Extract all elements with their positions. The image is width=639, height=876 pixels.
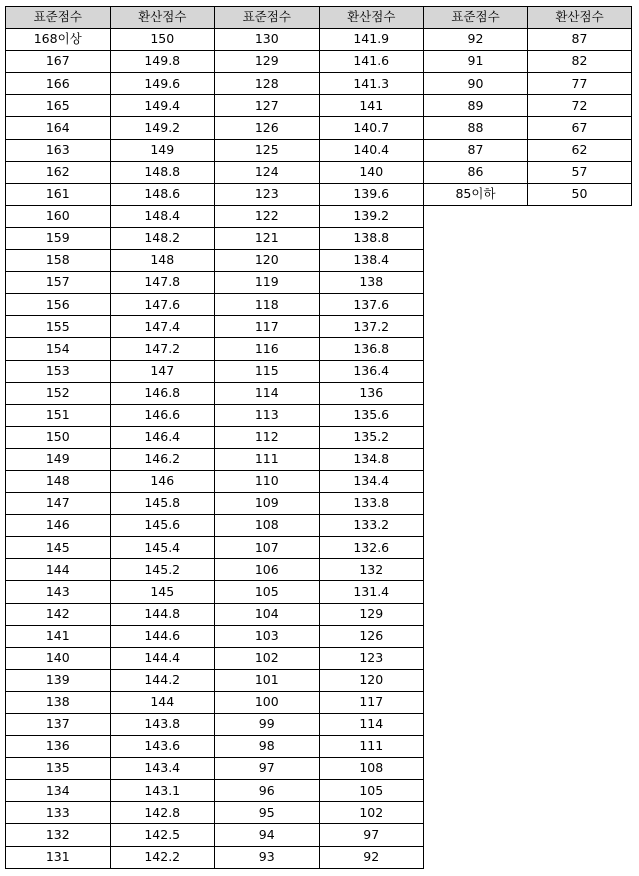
- standard-score-cell: 153: [6, 360, 111, 382]
- converted-score-cell: 136.8: [319, 338, 424, 360]
- standard-score-cell: 151: [6, 404, 111, 426]
- header-converted-score: 환산점수: [110, 7, 215, 29]
- standard-score-cell: 147: [6, 493, 111, 515]
- standard-score-cell: 160: [6, 205, 111, 227]
- standard-score-cell: 150: [6, 426, 111, 448]
- standard-score-cell: 138: [6, 691, 111, 713]
- standard-score-cell: 88: [424, 117, 528, 139]
- converted-score-cell: 148.6: [110, 183, 215, 205]
- table-body: [424, 29, 632, 206]
- standard-score-cell: 87: [424, 139, 528, 161]
- table-row: [6, 117, 424, 139]
- table-row: [6, 316, 424, 338]
- standard-score-cell: 118: [215, 294, 320, 316]
- table-row: [6, 139, 424, 161]
- table-row: [424, 95, 632, 117]
- standard-score-cell: 145: [6, 537, 111, 559]
- standard-score-cell: 93: [215, 846, 320, 868]
- standard-score-cell: 109: [215, 493, 320, 515]
- standard-score-cell: 97: [215, 758, 320, 780]
- converted-score-cell: 126: [319, 625, 424, 647]
- converted-score-cell: 147: [110, 360, 215, 382]
- standard-score-cell: 124: [215, 161, 320, 183]
- standard-score-cell: 91: [424, 51, 528, 73]
- standard-score-cell: 96: [215, 780, 320, 802]
- converted-score-cell: 149.2: [110, 117, 215, 139]
- converted-score-cell: 146.4: [110, 426, 215, 448]
- standard-score-cell: 140: [6, 647, 111, 669]
- standard-score-cell: 155: [6, 316, 111, 338]
- converted-score-cell: 144.4: [110, 647, 215, 669]
- standard-score-cell: 102: [215, 647, 320, 669]
- standard-score-cell: 161: [6, 183, 111, 205]
- converted-score-cell: 135.2: [319, 426, 424, 448]
- standard-score-cell: 112: [215, 426, 320, 448]
- standard-score-cell: 156: [6, 294, 111, 316]
- standard-score-cell: 103: [215, 625, 320, 647]
- converted-score-cell: 140.4: [319, 139, 424, 161]
- standard-score-cell: 135: [6, 758, 111, 780]
- converted-score-cell: 144.6: [110, 625, 215, 647]
- converted-score-cell: 150: [110, 29, 215, 51]
- converted-score-cell: 120: [319, 669, 424, 691]
- converted-score-cell: 135.6: [319, 404, 424, 426]
- standard-score-cell: 106: [215, 559, 320, 581]
- header-standard-score: 표준점수: [424, 7, 528, 29]
- converted-score-cell: 143.6: [110, 736, 215, 758]
- converted-score-cell: 141.3: [319, 73, 424, 95]
- converted-score-cell: 87: [528, 29, 632, 51]
- converted-score-cell: 139.2: [319, 205, 424, 227]
- table-body: [6, 29, 424, 869]
- standard-score-cell: 98: [215, 736, 320, 758]
- header-standard-score: 표준점수: [215, 7, 320, 29]
- standard-score-cell: 166: [6, 73, 111, 95]
- standard-score-cell: 101: [215, 669, 320, 691]
- converted-score-cell: 145.4: [110, 537, 215, 559]
- standard-score-cell: 107: [215, 537, 320, 559]
- header-row: [6, 7, 424, 29]
- standard-score-cell: 154: [6, 338, 111, 360]
- score-conversion-table-main: [5, 6, 424, 869]
- standard-score-cell: 142: [6, 603, 111, 625]
- standard-score-cell: 148: [6, 470, 111, 492]
- table-row: [6, 824, 424, 846]
- standard-score-cell: 137: [6, 714, 111, 736]
- standard-score-cell: 125: [215, 139, 320, 161]
- standard-score-cell: 113: [215, 404, 320, 426]
- standard-score-cell: 126: [215, 117, 320, 139]
- standard-score-cell: 164: [6, 117, 111, 139]
- score-conversion-table-side: [423, 6, 632, 206]
- standard-score-cell: 92: [424, 29, 528, 51]
- table-row: [6, 338, 424, 360]
- converted-score-cell: 147.8: [110, 272, 215, 294]
- table-row: [6, 205, 424, 227]
- standard-score-cell: 116: [215, 338, 320, 360]
- converted-score-cell: 134.4: [319, 470, 424, 492]
- standard-score-cell: 134: [6, 780, 111, 802]
- table-row: [6, 625, 424, 647]
- standard-score-cell: 86: [424, 161, 528, 183]
- standard-score-cell: 143: [6, 581, 111, 603]
- standard-score-cell: 136: [6, 736, 111, 758]
- converted-score-cell: 50: [528, 183, 632, 205]
- table-row: [6, 29, 424, 51]
- table-row: [6, 603, 424, 625]
- converted-score-cell: 140: [319, 161, 424, 183]
- converted-score-cell: 147.4: [110, 316, 215, 338]
- standard-score-cell: 133: [6, 802, 111, 824]
- table-row: [6, 714, 424, 736]
- table-row: [6, 250, 424, 272]
- converted-score-cell: 57: [528, 161, 632, 183]
- table-row: [6, 448, 424, 470]
- converted-score-cell: 148.2: [110, 227, 215, 249]
- standard-score-cell: 105: [215, 581, 320, 603]
- table-row: [6, 470, 424, 492]
- converted-score-cell: 145.8: [110, 493, 215, 515]
- standard-score-cell: 121: [215, 227, 320, 249]
- table-row: [6, 846, 424, 868]
- table-row: [6, 426, 424, 448]
- standard-score-cell: 165: [6, 95, 111, 117]
- standard-score-cell: 146: [6, 515, 111, 537]
- standard-score-cell: 90: [424, 73, 528, 95]
- standard-score-cell: 158: [6, 250, 111, 272]
- standard-score-cell: 119: [215, 272, 320, 294]
- converted-score-cell: 149: [110, 139, 215, 161]
- standard-score-cell: 95: [215, 802, 320, 824]
- standard-score-cell: 108: [215, 515, 320, 537]
- standard-score-cell: 94: [215, 824, 320, 846]
- table-row: [424, 29, 632, 51]
- converted-score-cell: 92: [319, 846, 424, 868]
- table-row: [6, 493, 424, 515]
- table-row: [6, 802, 424, 824]
- converted-score-cell: 114: [319, 714, 424, 736]
- converted-score-cell: 143.1: [110, 780, 215, 802]
- converted-score-cell: 146.8: [110, 382, 215, 404]
- table-row: [6, 559, 424, 581]
- converted-score-cell: 146.6: [110, 404, 215, 426]
- table-row: [6, 581, 424, 603]
- converted-score-cell: 143.8: [110, 714, 215, 736]
- standard-score-cell: 115: [215, 360, 320, 382]
- table-row: [6, 227, 424, 249]
- converted-score-cell: 147.6: [110, 294, 215, 316]
- header-row: [424, 7, 632, 29]
- standard-score-cell: 168이상: [6, 29, 111, 51]
- standard-score-cell: 122: [215, 205, 320, 227]
- converted-score-cell: 145: [110, 581, 215, 603]
- converted-score-cell: 149.4: [110, 95, 215, 117]
- standard-score-cell: 99: [215, 714, 320, 736]
- converted-score-cell: 136.4: [319, 360, 424, 382]
- table-row: [6, 183, 424, 205]
- converted-score-cell: 143.4: [110, 758, 215, 780]
- converted-score-cell: 149.6: [110, 73, 215, 95]
- table-row: [6, 360, 424, 382]
- converted-score-cell: 105: [319, 780, 424, 802]
- converted-score-cell: 142.5: [110, 824, 215, 846]
- converted-score-cell: 72: [528, 95, 632, 117]
- converted-score-cell: 148.4: [110, 205, 215, 227]
- table-row: [6, 515, 424, 537]
- table-row: [6, 537, 424, 559]
- table-row: [424, 73, 632, 95]
- table-row: [6, 294, 424, 316]
- standard-score-cell: 167: [6, 51, 111, 73]
- table-row: [424, 51, 632, 73]
- table-row: [424, 139, 632, 161]
- converted-score-cell: 134.8: [319, 448, 424, 470]
- standard-score-cell: 128: [215, 73, 320, 95]
- header-standard-score: 표준점수: [6, 7, 111, 29]
- standard-score-cell: 85이하: [424, 183, 528, 205]
- standard-score-cell: 149: [6, 448, 111, 470]
- converted-score-cell: 123: [319, 647, 424, 669]
- converted-score-cell: 111: [319, 736, 424, 758]
- table-row: [6, 404, 424, 426]
- converted-score-cell: 77: [528, 73, 632, 95]
- converted-score-cell: 108: [319, 758, 424, 780]
- standard-score-cell: 130: [215, 29, 320, 51]
- table-row: [424, 161, 632, 183]
- converted-score-cell: 149.8: [110, 51, 215, 73]
- converted-score-cell: 129: [319, 603, 424, 625]
- converted-score-cell: 82: [528, 51, 632, 73]
- converted-score-cell: 146: [110, 470, 215, 492]
- table-row: [6, 647, 424, 669]
- standard-score-cell: 123: [215, 183, 320, 205]
- standard-score-cell: 117: [215, 316, 320, 338]
- standard-score-cell: 139: [6, 669, 111, 691]
- converted-score-cell: 133.8: [319, 493, 424, 515]
- converted-score-cell: 138: [319, 272, 424, 294]
- header-converted-score: 환산점수: [319, 7, 424, 29]
- table-row: [6, 382, 424, 404]
- converted-score-cell: 139.6: [319, 183, 424, 205]
- converted-score-cell: 146.2: [110, 448, 215, 470]
- converted-score-cell: 136: [319, 382, 424, 404]
- standard-score-cell: 111: [215, 448, 320, 470]
- converted-score-cell: 137.6: [319, 294, 424, 316]
- table-row: [6, 736, 424, 758]
- converted-score-cell: 144.8: [110, 603, 215, 625]
- converted-score-cell: 131.4: [319, 581, 424, 603]
- converted-score-cell: 148.8: [110, 161, 215, 183]
- standard-score-cell: 152: [6, 382, 111, 404]
- converted-score-cell: 67: [528, 117, 632, 139]
- converted-score-cell: 142.8: [110, 802, 215, 824]
- converted-score-cell: 138.8: [319, 227, 424, 249]
- standard-score-cell: 110: [215, 470, 320, 492]
- converted-score-cell: 97: [319, 824, 424, 846]
- standard-score-cell: 129: [215, 51, 320, 73]
- table-row: [424, 117, 632, 139]
- converted-score-cell: 141: [319, 95, 424, 117]
- converted-score-cell: 148: [110, 250, 215, 272]
- converted-score-cell: 144.2: [110, 669, 215, 691]
- standard-score-cell: 144: [6, 559, 111, 581]
- converted-score-cell: 132.6: [319, 537, 424, 559]
- converted-score-cell: 133.2: [319, 515, 424, 537]
- standard-score-cell: 104: [215, 603, 320, 625]
- converted-score-cell: 145.2: [110, 559, 215, 581]
- standard-score-cell: 114: [215, 382, 320, 404]
- converted-score-cell: 137.2: [319, 316, 424, 338]
- converted-score-cell: 141.6: [319, 51, 424, 73]
- standard-score-cell: 132: [6, 824, 111, 846]
- converted-score-cell: 141.9: [319, 29, 424, 51]
- standard-score-cell: 120: [215, 250, 320, 272]
- converted-score-cell: 132: [319, 559, 424, 581]
- standard-score-cell: 163: [6, 139, 111, 161]
- converted-score-cell: 117: [319, 691, 424, 713]
- converted-score-cell: 140.7: [319, 117, 424, 139]
- converted-score-cell: 102: [319, 802, 424, 824]
- converted-score-cell: 145.6: [110, 515, 215, 537]
- standard-score-cell: 131: [6, 846, 111, 868]
- header-converted-score: 환산점수: [528, 7, 632, 29]
- converted-score-cell: 144: [110, 691, 215, 713]
- standard-score-cell: 141: [6, 625, 111, 647]
- table-row: [6, 669, 424, 691]
- converted-score-cell: 138.4: [319, 250, 424, 272]
- standard-score-cell: 159: [6, 227, 111, 249]
- table-row: [6, 73, 424, 95]
- converted-score-cell: 142.2: [110, 846, 215, 868]
- standard-score-cell: 89: [424, 95, 528, 117]
- table-row: [6, 51, 424, 73]
- table-row: [6, 691, 424, 713]
- converted-score-cell: 147.2: [110, 338, 215, 360]
- standard-score-cell: 127: [215, 95, 320, 117]
- table-row: [6, 780, 424, 802]
- table-row: [424, 183, 632, 205]
- converted-score-cell: 62: [528, 139, 632, 161]
- table-row: [6, 161, 424, 183]
- standard-score-cell: 162: [6, 161, 111, 183]
- standard-score-cell: 157: [6, 272, 111, 294]
- table-row: [6, 272, 424, 294]
- table-row: [6, 758, 424, 780]
- table-row: [6, 95, 424, 117]
- standard-score-cell: 100: [215, 691, 320, 713]
